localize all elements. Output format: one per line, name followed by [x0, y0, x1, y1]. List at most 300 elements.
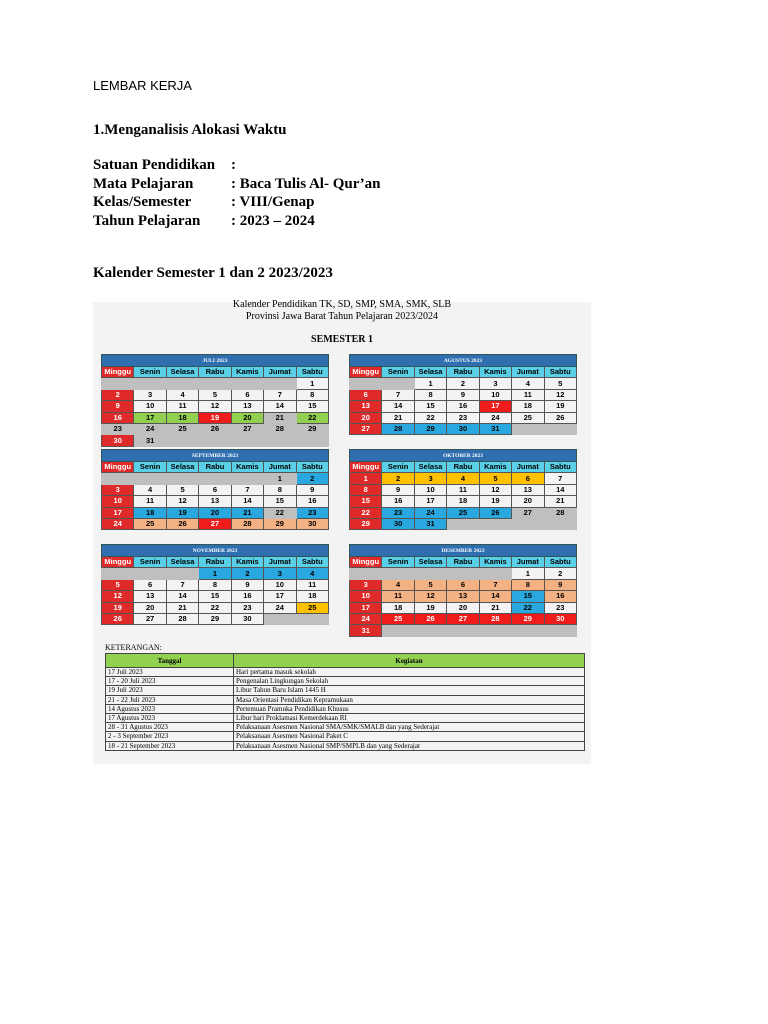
day-cell: 15 [199, 591, 231, 602]
info-label: Satuan Pendidikan [93, 157, 216, 173]
day-cell: 19 [102, 602, 134, 613]
empty-cell [199, 435, 231, 446]
day-cell: 24 [350, 613, 382, 624]
day-cell: 20 [350, 412, 382, 423]
day-cell: 14 [166, 591, 198, 602]
day-cell: 14 [544, 484, 576, 495]
day-name: Senin [382, 557, 414, 568]
day-cell: 19 [479, 496, 511, 507]
day-cell: 5 [544, 378, 576, 389]
day-cell: 17 [264, 591, 296, 602]
day-cell: 21 [544, 496, 576, 507]
day-cell: 3 [102, 484, 134, 495]
day-cell: 28 [264, 423, 296, 434]
day-cell: 26 [544, 412, 576, 423]
empty-cell [447, 518, 479, 529]
day-cell: 29 [414, 423, 446, 434]
empty-cell [350, 568, 382, 579]
empty-cell [479, 518, 511, 529]
day-cell: 3 [414, 473, 446, 484]
day-cell: 14 [264, 401, 296, 412]
day-cell: 13 [134, 591, 166, 602]
day-cell: 19 [199, 412, 231, 423]
day-cell: 19 [414, 602, 446, 613]
empty-cell [382, 568, 414, 579]
empty-cell [264, 378, 296, 389]
day-name: Jumat [512, 462, 544, 473]
ket-date: 2 - 3 September 2023 [106, 732, 234, 741]
day-cell: 9 [296, 484, 328, 495]
day-cell: 29 [199, 613, 231, 624]
empty-cell [199, 378, 231, 389]
day-cell: 16 [231, 591, 263, 602]
day-cell: 8 [264, 484, 296, 495]
month-title: AGUSTUS 2023 [350, 355, 577, 367]
day-cell: 19 [166, 507, 198, 518]
day-cell: 11 [166, 401, 198, 412]
day-name: Minggu [350, 557, 382, 568]
day-cell: 9 [102, 401, 134, 412]
day-cell: 22 [512, 602, 544, 613]
empty-cell [544, 423, 576, 434]
empty-cell [512, 625, 544, 636]
empty-cell [166, 473, 198, 484]
day-name: Jumat [264, 367, 296, 378]
day-cell: 7 [479, 579, 511, 590]
day-cell: 30 [102, 435, 134, 446]
day-cell: 14 [382, 401, 414, 412]
day-name: Rabu [199, 557, 231, 568]
empty-cell [264, 435, 296, 446]
ket-activity: Hari pertama masuk sekolah [234, 668, 585, 677]
day-name: Jumat [264, 462, 296, 473]
empty-cell [544, 518, 576, 529]
empty-cell [199, 473, 231, 484]
day-cell: 24 [479, 412, 511, 423]
keterangan-label: KETERANGAN: [105, 643, 162, 652]
empty-cell [296, 613, 328, 624]
ket-activity: Libur hari Proklamasi Kemerdekaan RI [234, 713, 585, 722]
day-cell: 6 [350, 389, 382, 400]
day-cell: 4 [447, 473, 479, 484]
day-cell: 23 [296, 507, 328, 518]
day-cell: 23 [447, 412, 479, 423]
empty-cell [134, 568, 166, 579]
calendar-title-line2: Provinsi Jawa Barat Tahun Pelajaran 2023/2024 [245, 311, 439, 322]
empty-cell [102, 473, 134, 484]
day-cell: 4 [296, 568, 328, 579]
day-name: Kamis [231, 557, 263, 568]
day-cell: 16 [102, 412, 134, 423]
info-value: : Baca Tulis Al- Qur’an [231, 175, 381, 192]
day-cell: 30 [544, 613, 576, 624]
calendar-title [93, 299, 591, 323]
day-cell: 7 [166, 579, 198, 590]
day-cell: 28 [166, 613, 198, 624]
day-cell: 1 [264, 473, 296, 484]
ket-row [106, 704, 585, 713]
day-cell: 15 [414, 401, 446, 412]
day-cell: 15 [264, 496, 296, 507]
day-name: Minggu [102, 367, 134, 378]
day-cell: 23 [382, 507, 414, 518]
day-cell: 4 [166, 389, 198, 400]
day-cell: 26 [199, 423, 231, 434]
day-cell: 15 [350, 496, 382, 507]
day-cell: 21 [166, 602, 198, 613]
day-cell: 23 [544, 602, 576, 613]
day-cell: 23 [102, 423, 134, 434]
day-cell: 28 [382, 423, 414, 434]
day-cell: 19 [544, 401, 576, 412]
calendar-caption: Kalender Semester 1 dan 2 2023/2023 [93, 265, 333, 281]
day-cell: 18 [296, 591, 328, 602]
day-cell: 31 [134, 435, 166, 446]
day-name: Kamis [479, 557, 511, 568]
day-name: Sabtu [544, 462, 576, 473]
day-cell: 16 [544, 591, 576, 602]
day-cell: 10 [350, 591, 382, 602]
ket-date: 17 Juli 2023 [106, 668, 234, 677]
ket-header-tanggal: Tanggal [106, 654, 234, 668]
day-cell: 20 [134, 602, 166, 613]
day-name: Sabtu [544, 367, 576, 378]
day-cell: 24 [134, 423, 166, 434]
day-cell: 18 [512, 401, 544, 412]
day-cell: 9 [382, 484, 414, 495]
day-cell: 3 [264, 568, 296, 579]
day-cell: 26 [166, 518, 198, 529]
day-cell: 14 [231, 496, 263, 507]
day-cell: 28 [479, 613, 511, 624]
info-value: : 2023 – 2024 [231, 212, 315, 229]
day-cell: 26 [479, 507, 511, 518]
day-cell: 1 [199, 568, 231, 579]
day-cell: 5 [199, 389, 231, 400]
day-cell: 5 [102, 579, 134, 590]
day-cell: 4 [134, 484, 166, 495]
day-cell: 2 [231, 568, 263, 579]
info-block [93, 157, 380, 231]
day-cell: 22 [350, 507, 382, 518]
day-cell: 20 [447, 602, 479, 613]
ket-header-kegiatan: Kegiatan [234, 654, 585, 668]
day-name: Senin [134, 462, 166, 473]
day-cell: 25 [296, 602, 328, 613]
ket-date: 17 Agustus 2023 [106, 713, 234, 722]
day-cell: 9 [544, 579, 576, 590]
day-cell: 16 [296, 496, 328, 507]
ket-row [106, 723, 585, 732]
section-title: 1.Menganalisis Alokasi Waktu [93, 122, 287, 138]
ket-activity: Pengenalan Lingkungan Sekolah [234, 677, 585, 686]
day-name: Jumat [512, 557, 544, 568]
day-name: Selasa [414, 557, 446, 568]
page-header: LEMBAR KERJA [93, 78, 192, 93]
calendar-title-line1: Kalender Pendidikan TK, SD, SMP, SMA, SMK, SLB [232, 299, 452, 310]
month-title: DESEMBER 2023 [350, 545, 577, 557]
ket-date: 14 Agustus 2023 [106, 704, 234, 713]
empty-cell [544, 625, 576, 636]
empty-cell [134, 378, 166, 389]
day-name: Minggu [350, 462, 382, 473]
month-title: NOVEMBER 2023 [102, 545, 329, 557]
day-name: Kamis [231, 462, 263, 473]
day-cell: 12 [414, 591, 446, 602]
day-name: Senin [382, 367, 414, 378]
day-cell: 29 [264, 518, 296, 529]
day-cell: 6 [134, 579, 166, 590]
day-cell: 13 [199, 496, 231, 507]
day-cell: 2 [544, 568, 576, 579]
day-cell: 30 [296, 518, 328, 529]
month-title: OKTOBER 2023 [350, 450, 577, 462]
day-name: Rabu [199, 367, 231, 378]
day-cell: 10 [414, 484, 446, 495]
day-cell: 28 [231, 518, 263, 529]
day-cell: 17 [350, 602, 382, 613]
empty-cell [134, 473, 166, 484]
empty-cell [231, 378, 263, 389]
day-cell: 25 [447, 507, 479, 518]
ket-date: 17 - 20 Juli 2023 [106, 677, 234, 686]
empty-cell [231, 435, 263, 446]
day-cell: 1 [414, 378, 446, 389]
day-cell: 23 [231, 602, 263, 613]
day-cell: 31 [414, 518, 446, 529]
day-cell: 5 [414, 579, 446, 590]
month-calendar [101, 449, 329, 530]
info-value: : [231, 157, 236, 173]
day-cell: 13 [512, 484, 544, 495]
month-title: JULI 2023 [102, 355, 329, 367]
day-cell: 27 [231, 423, 263, 434]
day-name: Kamis [479, 367, 511, 378]
day-cell: 21 [382, 412, 414, 423]
empty-cell [479, 625, 511, 636]
day-cell: 18 [447, 496, 479, 507]
day-cell: 29 [350, 518, 382, 529]
ket-row [106, 686, 585, 695]
day-cell: 21 [231, 507, 263, 518]
day-name: Senin [134, 557, 166, 568]
ket-activity: Pelaksanaan Asesmen Nasional Paket C [234, 732, 585, 741]
day-cell: 20 [231, 412, 263, 423]
day-cell: 12 [102, 591, 134, 602]
day-cell: 13 [447, 591, 479, 602]
day-cell: 27 [350, 423, 382, 434]
month-calendar [101, 354, 329, 447]
day-cell: 10 [264, 579, 296, 590]
day-name: Senin [382, 462, 414, 473]
day-name: Selasa [414, 367, 446, 378]
day-cell: 22 [414, 412, 446, 423]
day-cell: 12 [479, 484, 511, 495]
empty-cell [414, 625, 446, 636]
ket-row [106, 741, 585, 750]
day-cell: 2 [447, 378, 479, 389]
day-cell: 18 [382, 602, 414, 613]
month-title: SEPTEMBER 2023 [102, 450, 329, 462]
day-cell: 4 [382, 579, 414, 590]
empty-cell [166, 568, 198, 579]
day-cell: 10 [134, 401, 166, 412]
day-name: Rabu [199, 462, 231, 473]
day-cell: 8 [512, 579, 544, 590]
day-cell: 20 [199, 507, 231, 518]
day-cell: 8 [199, 579, 231, 590]
day-name: Sabtu [296, 557, 328, 568]
day-name: Selasa [166, 462, 198, 473]
day-name: Selasa [166, 557, 198, 568]
day-cell: 24 [102, 518, 134, 529]
empty-cell [382, 378, 414, 389]
day-cell: 11 [134, 496, 166, 507]
day-cell: 27 [134, 613, 166, 624]
day-cell: 15 [296, 401, 328, 412]
day-cell: 2 [382, 473, 414, 484]
day-cell: 22 [199, 602, 231, 613]
info-label: Kelas/Semester [93, 194, 192, 210]
day-cell: 16 [382, 496, 414, 507]
day-cell: 14 [479, 591, 511, 602]
day-cell: 28 [544, 507, 576, 518]
day-cell: 1 [296, 378, 328, 389]
day-cell: 6 [199, 484, 231, 495]
day-cell: 31 [479, 423, 511, 434]
day-cell: 25 [512, 412, 544, 423]
day-cell: 25 [382, 613, 414, 624]
day-cell: 31 [350, 625, 382, 636]
day-cell: 7 [382, 389, 414, 400]
day-cell: 17 [479, 401, 511, 412]
day-cell: 7 [544, 473, 576, 484]
day-cell: 12 [166, 496, 198, 507]
day-cell: 3 [350, 579, 382, 590]
empty-cell [447, 568, 479, 579]
day-cell: 6 [231, 389, 263, 400]
day-cell: 2 [102, 389, 134, 400]
day-cell: 11 [512, 389, 544, 400]
day-cell: 8 [350, 484, 382, 495]
month-calendar [349, 449, 577, 530]
empty-cell [382, 625, 414, 636]
day-cell: 7 [264, 389, 296, 400]
day-cell: 7 [231, 484, 263, 495]
semester-label: SEMESTER 1 [311, 334, 373, 345]
day-cell: 12 [544, 389, 576, 400]
empty-cell [102, 378, 134, 389]
empty-cell [512, 518, 544, 529]
day-name: Rabu [447, 367, 479, 378]
day-cell: 16 [447, 401, 479, 412]
day-cell: 25 [134, 518, 166, 529]
day-cell: 8 [296, 389, 328, 400]
day-cell: 17 [414, 496, 446, 507]
day-cell: 3 [134, 389, 166, 400]
day-cell: 2 [296, 473, 328, 484]
ket-row [106, 668, 585, 677]
day-name: Sabtu [296, 367, 328, 378]
day-cell: 6 [512, 473, 544, 484]
day-name: Minggu [350, 367, 382, 378]
day-cell: 12 [199, 401, 231, 412]
day-name: Senin [134, 367, 166, 378]
day-name: Rabu [447, 557, 479, 568]
day-name: Minggu [102, 557, 134, 568]
day-cell: 1 [512, 568, 544, 579]
day-cell: 21 [479, 602, 511, 613]
empty-cell [264, 613, 296, 624]
day-cell: 15 [512, 591, 544, 602]
day-name: Kamis [479, 462, 511, 473]
day-cell: 13 [231, 401, 263, 412]
month-calendar [101, 544, 329, 625]
day-cell: 22 [264, 507, 296, 518]
empty-cell [296, 435, 328, 446]
day-name: Selasa [414, 462, 446, 473]
ket-activity: Pelaksanaan Asesmen Nasional SMA/SMK/SMALB dan yang Sederajat [234, 723, 585, 732]
day-cell: 8 [414, 389, 446, 400]
ket-date: 28 - 31 Agustus 2023 [106, 723, 234, 732]
day-cell: 27 [447, 613, 479, 624]
ket-activity: Pelaksanaan Asesmen Nasional SMP/SMPLB dan yang Sederajat [234, 741, 585, 750]
day-cell: 11 [447, 484, 479, 495]
empty-cell [102, 568, 134, 579]
calendar-image [93, 299, 591, 764]
empty-cell [231, 473, 263, 484]
day-cell: 24 [264, 602, 296, 613]
day-cell: 21 [264, 412, 296, 423]
ket-activity: Masa Orientasi Pendidikan Kepramukaan [234, 695, 585, 704]
day-name: Sabtu [296, 462, 328, 473]
day-cell: 27 [199, 518, 231, 529]
day-cell: 17 [134, 412, 166, 423]
day-cell: 30 [231, 613, 263, 624]
day-cell: 17 [102, 507, 134, 518]
day-name: Jumat [264, 557, 296, 568]
day-cell: 5 [479, 473, 511, 484]
day-cell: 18 [134, 507, 166, 518]
day-cell: 20 [512, 496, 544, 507]
day-cell: 10 [479, 389, 511, 400]
info-value: : VIII/Genap [231, 194, 315, 210]
day-name: Sabtu [544, 557, 576, 568]
ket-row [106, 713, 585, 722]
empty-cell [414, 568, 446, 579]
empty-cell [512, 423, 544, 434]
empty-cell [350, 378, 382, 389]
day-cell: 24 [414, 507, 446, 518]
ket-row [106, 677, 585, 686]
empty-cell [447, 625, 479, 636]
keterangan-table [105, 653, 585, 751]
month-calendar [349, 354, 577, 435]
day-cell: 30 [447, 423, 479, 434]
day-cell: 11 [382, 591, 414, 602]
day-name: Selasa [166, 367, 198, 378]
empty-cell [166, 378, 198, 389]
ket-row [106, 732, 585, 741]
day-cell: 26 [102, 613, 134, 624]
ket-date: 21 - 22 Juli 2023 [106, 695, 234, 704]
day-cell: 9 [231, 579, 263, 590]
day-cell: 6 [447, 579, 479, 590]
day-cell: 13 [350, 401, 382, 412]
day-cell: 9 [447, 389, 479, 400]
day-cell: 26 [414, 613, 446, 624]
ket-activity: Libur Tahun Baru Islam 1445 H [234, 686, 585, 695]
